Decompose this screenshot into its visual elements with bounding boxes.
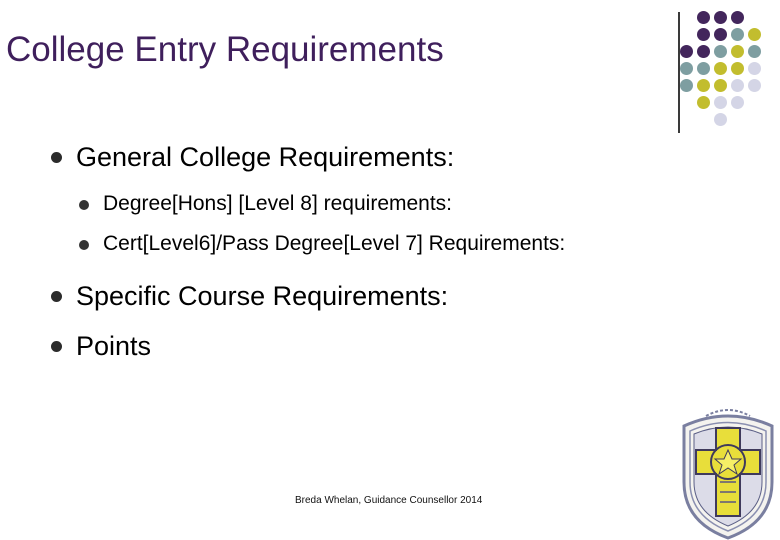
slide-title: College Entry Requirements — [6, 30, 444, 69]
dot — [714, 11, 727, 24]
dot — [714, 28, 727, 41]
dot — [731, 11, 744, 24]
dot — [680, 45, 693, 58]
bullet-icon — [51, 152, 62, 163]
dot — [697, 11, 710, 24]
sub-bullet-icon — [79, 240, 89, 250]
dot — [680, 62, 693, 75]
dot — [748, 28, 761, 41]
divider-line — [678, 12, 680, 133]
bullet-icon — [51, 291, 62, 302]
bullet-points: Points — [76, 331, 152, 361]
bullet-general-requirements: General College Requirements: — [76, 142, 455, 172]
dot — [714, 113, 727, 126]
dot — [714, 62, 727, 75]
dot — [748, 62, 761, 75]
dot — [697, 62, 710, 75]
bullet-specific-course: Specific Course Requirements: — [76, 281, 449, 311]
dot — [731, 79, 744, 92]
dot — [714, 96, 727, 109]
dot — [731, 45, 744, 58]
dot — [731, 96, 744, 109]
dot — [748, 45, 761, 58]
dot — [731, 62, 744, 75]
sub-bullet-degree-hons: Degree[Hons] [Level 8] requirements: — [103, 192, 453, 215]
dot — [697, 28, 710, 41]
dot — [748, 79, 761, 92]
dot — [714, 45, 727, 58]
dot — [697, 96, 710, 109]
bullet-icon — [51, 341, 62, 352]
dot — [697, 45, 710, 58]
footer-credit: Breda Whelan, Guidance Counsellor 2014 — [295, 495, 483, 506]
sub-bullet-icon — [79, 200, 89, 210]
dot — [714, 79, 727, 92]
school-crest-logo — [676, 404, 780, 540]
dot — [697, 79, 710, 92]
dot — [680, 79, 693, 92]
sub-bullet-cert-pass-degree: Cert[Level6]/Pass Degree[Level 7] Requirements: — [103, 232, 566, 255]
dot — [731, 28, 744, 41]
